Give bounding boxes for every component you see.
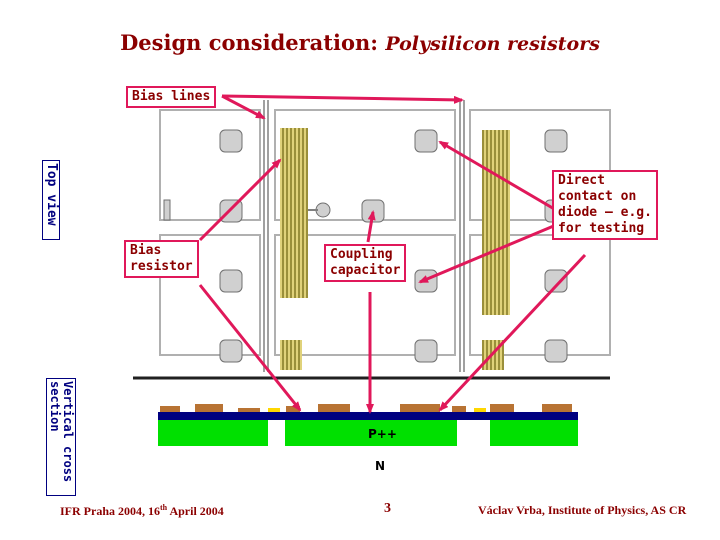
callout-bias-resistor: Bias resistor	[124, 240, 199, 278]
callout-coupling-capacitor: Coupling capacitor	[324, 244, 406, 282]
title-sub: Polysilicon resistors	[385, 33, 600, 55]
footer-left: IFR Praha 2004, 16th April 2004	[60, 503, 224, 518]
title-main: Design consideration:	[120, 30, 378, 55]
callout-direct-contact: Direct contact on diode – e.g. for testing	[552, 170, 658, 240]
p-plus-label: P++	[368, 427, 397, 441]
vertical-cross-section-label: Vertical cross section	[46, 378, 76, 496]
n-label: N	[375, 459, 386, 473]
footer-right: Václav Vrba, Institute of Physics, AS CR	[478, 503, 687, 517]
page-number: 3	[384, 501, 391, 516]
top-view-label: Top view	[42, 160, 60, 240]
cross-section	[158, 404, 578, 473]
callout-bias-lines: Bias lines	[126, 86, 216, 108]
